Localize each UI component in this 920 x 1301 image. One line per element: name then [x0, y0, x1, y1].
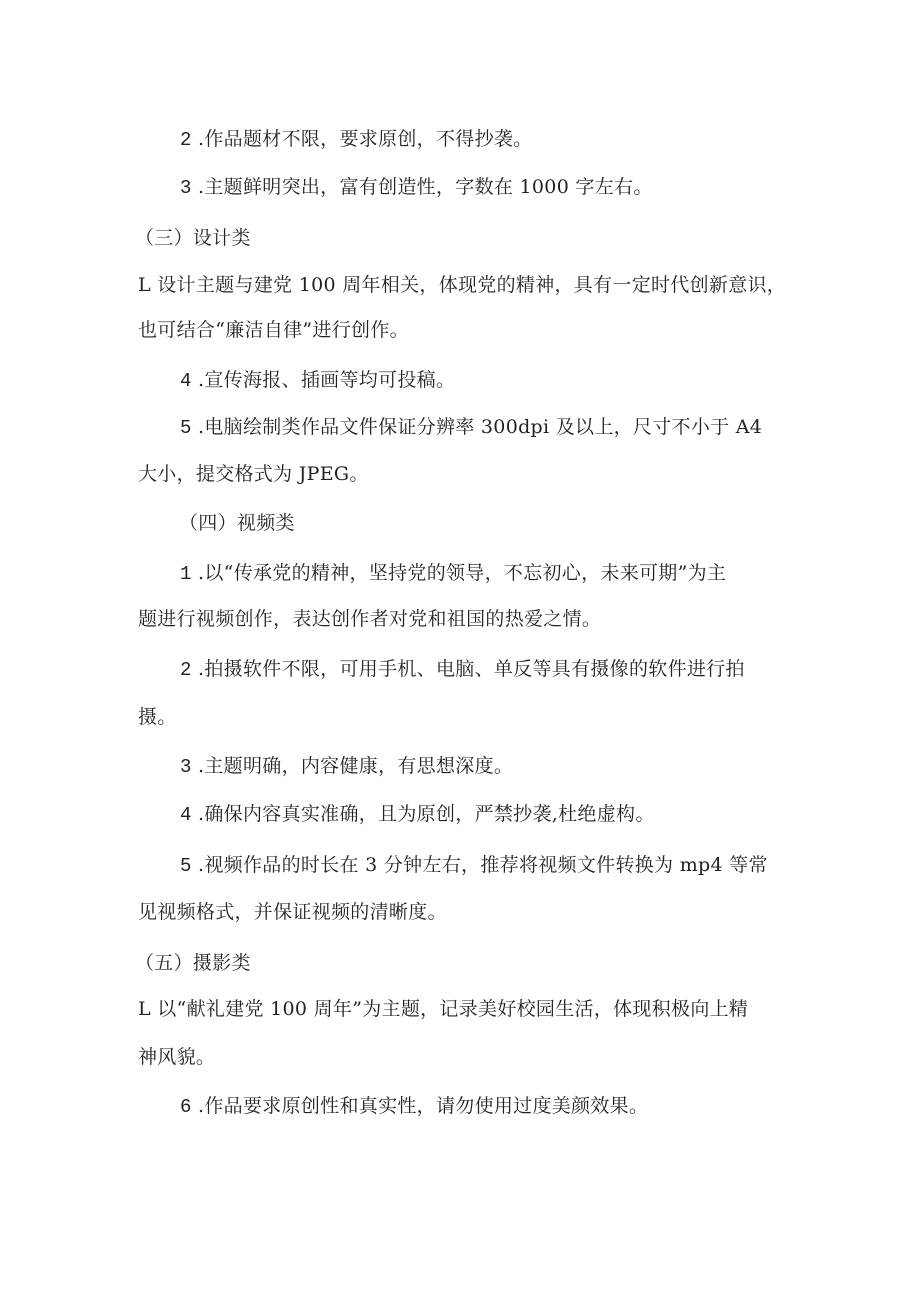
video-item-4 — [180, 805, 655, 825]
item-text: .宣传海报、插画等均可投稿。 — [191, 369, 456, 391]
photo-item-6 — [180, 1097, 648, 1117]
item-text: .确保内容真实准确，且为原创，严禁抄袭,杜绝虚构。 — [191, 803, 655, 825]
design-item-1-line-1 — [138, 276, 786, 295]
section-heading-design — [135, 229, 251, 248]
item-text: 摄。 — [138, 706, 177, 728]
item-text: .主题明确，内容健康，有思想深度。 — [191, 755, 514, 777]
video-item-5-line-2 — [138, 903, 447, 922]
item-text: 题进行视频创作，表达创作者对党和祖国的热爱之情。 — [138, 608, 602, 630]
video-item-3 — [180, 757, 513, 777]
item-text: .主题鲜明突出，富有创造性，字数在 1000 字左右。 — [191, 176, 653, 198]
heading-text: （三）设计类 — [135, 227, 251, 249]
section-heading-video — [179, 514, 295, 533]
heading-text: （四）视频类 — [179, 512, 295, 534]
video-item-1-line-1 — [180, 564, 726, 584]
item-4-posters — [180, 371, 455, 391]
item-number: 4 — [180, 804, 192, 826]
item-number: 5 — [180, 417, 192, 439]
item-number: 2 — [180, 129, 192, 151]
item-5-resolution-line-2 — [138, 465, 369, 484]
video-item-5-line-1 — [180, 856, 768, 876]
item-2-materials — [180, 130, 532, 150]
photo-item-1-line-2 — [138, 1048, 215, 1067]
design-item-1-line-2 — [138, 321, 409, 340]
item-5-resolution-line-1 — [180, 418, 762, 438]
item-text: 见视频格式，并保证视频的清晰度。 — [138, 901, 447, 923]
item-number: 1 — [180, 563, 192, 585]
item-text: .作品要求原创性和真实性，请勿使用过度美颜效果。 — [191, 1095, 649, 1117]
item-text: L 以“献礼建党 100 周年”为主题，记录美好校园生活，体现积极向上精 — [138, 998, 749, 1020]
item-number: 3 — [180, 177, 192, 199]
video-item-1-line-2 — [138, 610, 601, 629]
item-text: 也可结合“廉洁自律”进行创作。 — [138, 319, 409, 341]
video-item-2-line-1 — [180, 660, 745, 680]
item-number: 3 — [180, 756, 192, 778]
item-text: .电脑绘制类作品文件保证分辨率 300dpi 及以上，尺寸不小于 A4 — [191, 416, 763, 438]
item-text: .以“传承党的精神，坚持党的领导，不忘初心，未来可期”为主 — [191, 562, 727, 584]
item-text: .作品题材不限，要求原创，不得抄袭。 — [191, 128, 533, 150]
item-number: 6 — [180, 1096, 192, 1118]
item-number: 2 — [180, 659, 192, 681]
item-text: 大小，提交格式为 JPEG。 — [138, 463, 369, 485]
item-text: .拍摄软件不限，可用手机、电脑、单反等具有摄像的软件进行拍 — [191, 658, 745, 680]
section-heading-photography — [135, 954, 251, 973]
item-3-theme — [180, 178, 653, 198]
heading-text: （五）摄影类 — [135, 952, 251, 974]
item-text: 神风貌。 — [138, 1046, 216, 1068]
item-text: .视频作品的时长在 3 分钟左右，推荐将视频文件转换为 mp4 等常 — [191, 854, 768, 876]
item-text: L 设计主题与建党 100 周年相关，体现党的精神，具有一定时代创新意识， — [138, 274, 787, 296]
item-number: 5 — [180, 855, 192, 877]
photo-item-1-line-1 — [138, 1000, 748, 1019]
video-item-2-line-2 — [138, 708, 177, 727]
item-number: 4 — [180, 370, 192, 392]
